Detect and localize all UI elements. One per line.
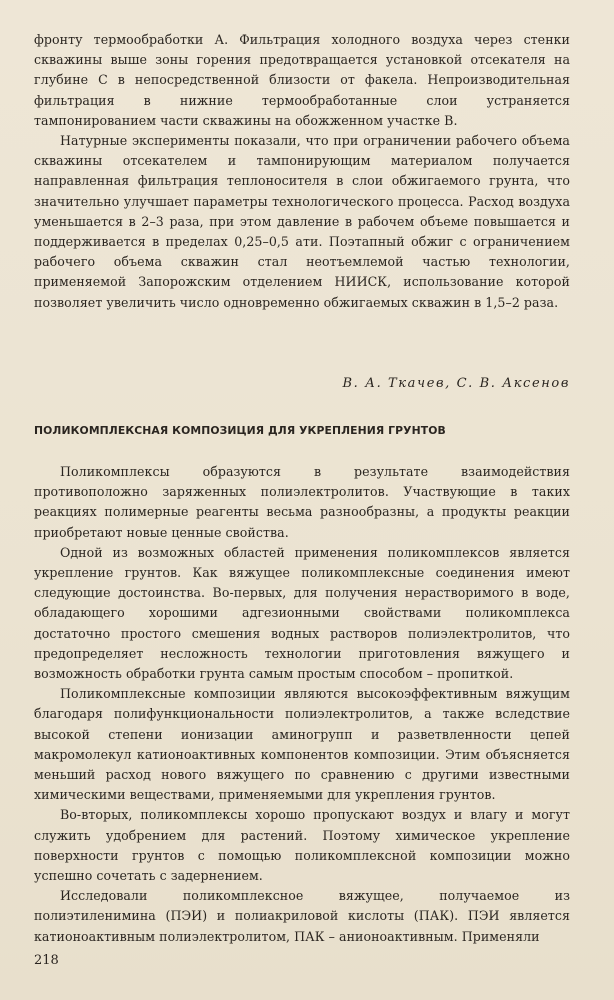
article-body (34, 462, 570, 947)
paragraph-continuation: фронту термообработки А. Фильтрация холодного воздуха через стенки скважины выше зоны горения предотвращается установкой отсекателя на глубине С в непосредственной близости от факела. Непроизводительная фильтрация в нижние термообработанные слои устраняется тампонированием части скважины на обожженном участке В. (34, 32, 570, 128)
page-number: 218 (34, 953, 59, 968)
top-text-section (34, 30, 570, 313)
paragraph-effectiveness: Поликомплексные композиции являются высокоэффективным вяжущим благодаря полифункциональности полиэлектролитов, а также вследствие высокой степени ионизации аминогрупп и разветвленности цепей макромолекул катионоактивных компонентов композиции. Этим объясняется меньший расход нового вяжущего по сравнению с другими известными химическими веществами, применяемыми для укрепления грунтов. (34, 686, 570, 803)
paragraph-secondly: Во-вторых, поликомплексы хорошо пропускают воздух и влагу и могут служить удобрением для растений. Поэтому химическое укрепление поверхности грунтов с помощью поликомплексной композиции можно успешно сочетать с задернением. (34, 807, 570, 884)
article-title: ПОЛИКОМПЛЕКСНАЯ КОМПОЗИЦИЯ ДЛЯ УКРЕПЛЕНИЯ ГРУНТОВ (34, 424, 446, 437)
paragraph-applications: Одной из возможных областей применения поликомплексов является укрепление грунтов. Как вяжущее поликомплексные соединения имеют следующие достоинства. Во-первых, для получения нерастворимого в воде, обладающего хорошими адгезионными свойствами поликомплекса достаточно простого смешения водных растворов полиэлектролитов, что предопределяет несложность технологии приготовления вяжущего и возможность обработки грунта самым простым способом – пропиткой. (34, 544, 570, 682)
paragraph-research: Исследовали поликомплексное вяжущее, получаемое из полиэтиленимина (ПЭИ) и полиакриловой кислоты (ПАК). ПЭИ является катионоактивным полиэлектролитом, ПАК – анионоактивным. Применяли (34, 888, 570, 944)
paragraph-polycomplex-intro: Поликомплексы образуются в результате взаимодействия противоположно заряженных полиэлектролитов. Участвующие в таких реакциях полимерные реагенты весьма разнообразны, а продукты реакции приобретают новые ценные свойства. (34, 464, 570, 540)
paragraph-experiments: Натурные эксперименты показали, что при ограничении рабочего объема скважины отсекателем и тампонирующим материалом получается направленная фильтрация теплоносителя в слои обжигаемого грунта, что значительно улучшает параметры технологического процесса. Расход воздуха уменьшается в 2–3 раза, при этом давление в рабочем объеме повышается и поддерживается в пределах 0,25–0,5 ати. Поэтапный обжиг с ограничением рабочего объема скважин стал неотъемлемой частью технологии, применяемой Запорожским отделением НИИСК, использование которой позволяет увеличить число одновременно обжигаемых скважин в 1,5–2 раза. (34, 133, 570, 310)
article-authors: В. А. Ткачев, С. В. Аксенов (342, 376, 570, 391)
